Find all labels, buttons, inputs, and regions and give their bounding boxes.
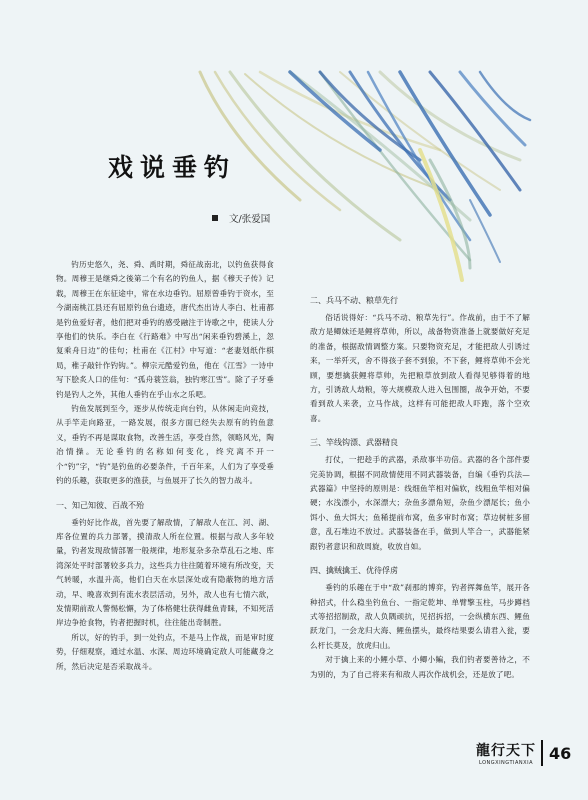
grass-illustration <box>0 0 588 300</box>
section-paragraph: 垂钓的乐趣在于中“敌”刹那的博弈，钓者挥舞鱼竿，展开各种招式，什么稳坐钓鱼台、一指定乾坤、单臂擎玉柱，马步蹲档式等招招制敌，敌人负隅顽抗，见招拆招，一会纵横东西、鲤鱼跃龙门，一会龙归大海、鲤鱼摆头，最终结果要么请君入瓮，要么杆长莫及，放虎归山。 <box>310 583 530 650</box>
magazine-name: 龍行天下 <box>476 743 536 759</box>
section-paragraph: 俗话说得好：“兵马不动、粮草先行”。作战前，由于不了解敌方是鲫妹还是鲤将草帅，所以，战备物资准备上就要做好充足的准备，根据敌情调整方案。只要物资充足，才能把敌人引诱过来，一举歼灭，舍不得孩子套不到狼，不下套，鲤将草帅不会光顾，要想擒获鲤将草帅，先把粮草放到敌人看得见够得着的地方，引诱敌人劫粮，等大规模敌人进入包围圈，战争开始，不要看到敌人来袭，立马作战，这样有可能把敌人吓跑，落个空欢喜。 <box>310 313 530 423</box>
intro-paragraph: 钓鱼发展到至今，逐步从传统走向台钓，从休闲走向竞技，从手竿走向路亚，一路发展，很多方面已经失去原有的钓鱼意义，垂钓不再是谋取食物，改善生活，享受自然，领略风光，陶冶情操。无论垂钓的名称如何变化，终究离不开一个“钓”字，“钓”是钓鱼的必要条件，千百年来，人们为了享受垂钓的乐趣，获取更多的渔获，与鱼展开了长久的智力战斗。 <box>56 404 274 486</box>
divider <box>541 740 543 766</box>
section-heading: 三、竿线钩漂、武器精良 <box>310 438 398 448</box>
section-heading: 二、兵马不动、粮草先行 <box>310 296 398 305</box>
section-heading: 一、知己知彼、百战不殆 <box>56 500 144 510</box>
section-paragraph: 所以，好的钓手，到一处钓点，不是马上作战，而是审时度势，仔细观察，通过水温、水深、周边环境确定敌人可能藏身之所，然后决定是否采取战斗。 <box>56 632 274 671</box>
section-paragraph: 对于擒上来的小鲤小草、小鲫小鳊，我们钓者要善待之，不为别的，为了自己将来有和敌人再次作战机会，还是放了吧。 <box>310 655 530 679</box>
page-footer <box>476 740 571 766</box>
section-paragraph: 垂钓好比作战，首先要了解敌情，了解敌人在江、河、湖、库各位置的兵力部署，摸清敌人所在位置。根据与敌人多年较量，钓者发现敌情部署一般规律，地形复杂多杂草乱石之地、库湾深处平时部署较多兵力，这些兵力往往随着环境有所改变，天气转暖，水温升高，他们白天在水层深处或有隐蔽物的地方活动，早、晚喜欢到有流水表层活动，另外，敌人也有七情六欲，发情期前敌人警惕松懈，为了体格健壮获得雌鱼青睐，不知死活岸边争抢食物，钓者把握时机，往往能出奇制胜。 <box>56 517 274 628</box>
intro-paragraph: 钓历史悠久，尧、舜、禹时期，舜征战南北，以钓鱼获得食物。周穆王是继舜之後第二个有名的钓鱼人，据《穆天子传》记载，周穆王在东征途中，常在水边垂钓。屈原曾垂钓于资水，至今湖南桃江县还有屈原钓鱼台遗迹，唐代杰出诗人李白、杜甫都是钓鱼爱好者，他们把对垂钓的感受融注于诗歌之中，使读人分享他们的快乐。李白在《行路难》中写出“闲来垂钓碧溪上，忽复乘舟日边”的佳句；杜甫在《江村》中写道：“老妻划纸作棋局，稚子敲针作钓钩。”。柳宗元酷爱钓鱼，他在《江雪》一诗中写下脍炙人口的佳句：“孤舟蓑笠翁，独钓寒江雪”。除了子牙垂钓是钓人之外，其他人垂钓在乎山水之乐吧。 <box>56 260 274 399</box>
byline <box>212 211 270 225</box>
magazine-pinyin: LONGXINGTIANXIA <box>478 760 533 766</box>
left-column <box>56 258 274 674</box>
section-paragraph: 打仗，一把趁手的武器，杀敌事半功倍。武器的各个部件要完美协调，根据不同敌情使用不同武器装备，自编《垂钓兵法—武器篇》中坚持的原则是：线细鱼竿相对偏软，线粗鱼竿相对偏硬；水浅漂小，水深漂大；杂鱼多漂角短，杂鱼少漂尾长；鱼小饵小、鱼大饵大；鱼稀提前布窝，鱼多审时布窝；草边树桩多留意，乱石堆边不放过。武器装备在手，做到人竿合一，武器能紧跟钓者意识和敌周旋，收放自如。 <box>310 455 530 551</box>
section-heading: 四、擒贼擒王、优待俘虏 <box>310 566 398 576</box>
right-column <box>310 294 530 682</box>
bullet-square-icon <box>212 215 218 221</box>
page-number: 46 <box>549 743 572 763</box>
article-title: 戏说垂钓 <box>108 153 237 182</box>
author-credit: 文/张爱国 <box>229 214 271 225</box>
magazine-logo <box>476 740 536 766</box>
